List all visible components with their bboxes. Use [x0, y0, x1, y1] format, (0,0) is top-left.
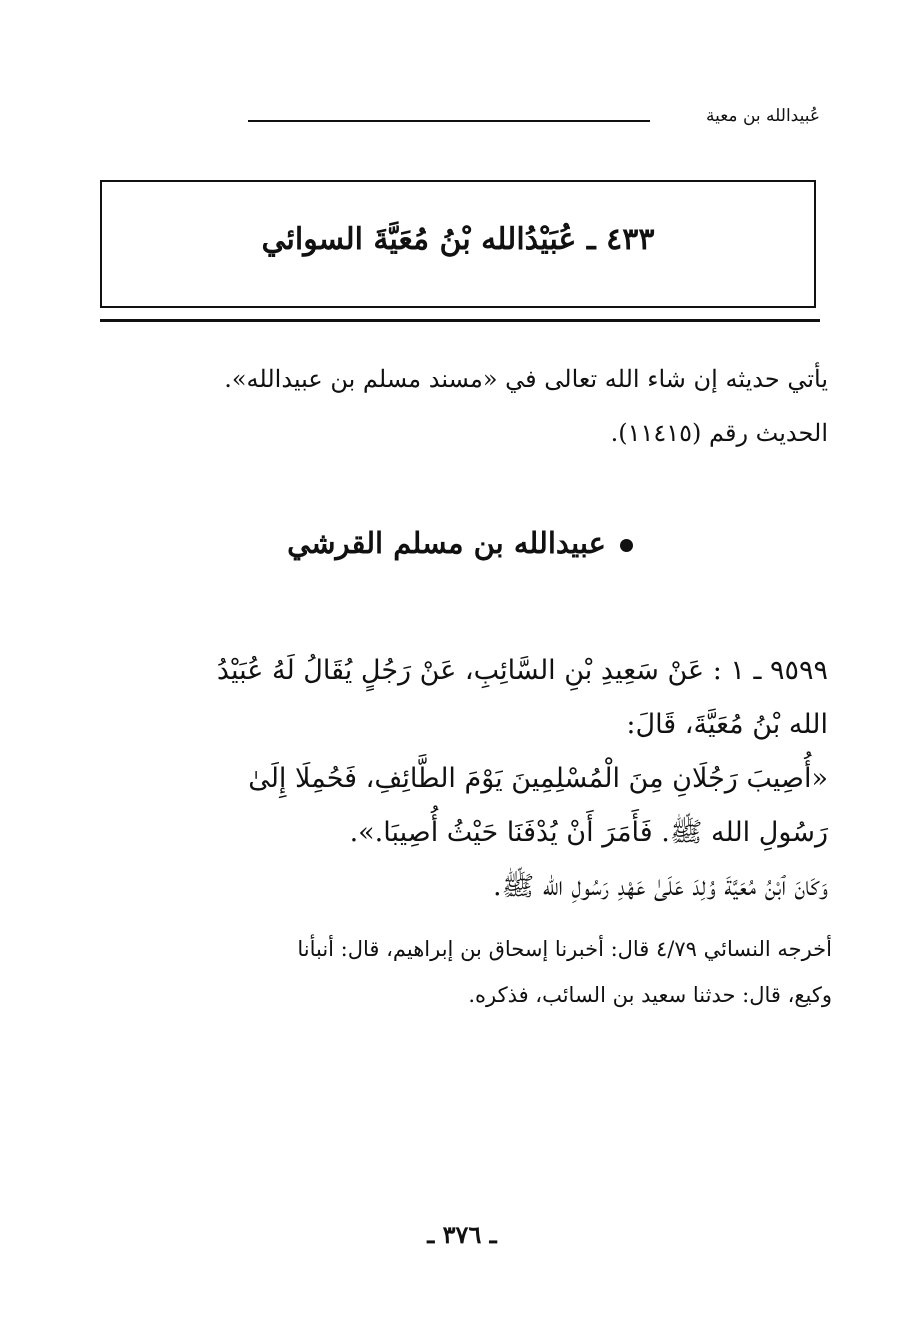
hadith-text	[110, 644, 828, 914]
takhrij-note	[110, 926, 832, 1018]
takhrij-line: وكيع، قال: حدثنا سعيد بن السائب، فذكره.	[468, 983, 832, 1007]
hadith-line: «أُصِيبَ رَجُلَانِ مِنَ الْمُسْلِمِينَ يَوْمَ الطَّائِفِ، فَحُمِلَا إِلَىٰ	[248, 763, 828, 794]
hadith-line: رَسُولِ الله ﷺ. فَأَمَرَ أَنْ يُدْفَنَا حَيْثُ أُصِيبَا.».	[349, 817, 828, 848]
hadith-line: ٩٥٩٩ ـ ١ : عَنْ سَعِيدِ بْنِ السَّائِبِ، عَنْ رَجُلٍ يُقَالُ لَهُ عُبَيْدُ	[216, 655, 828, 686]
entry-title: ٤٣٣ ـ عُبَيْدُالله بْنُ مُعَيَّةَ السوائي	[261, 222, 655, 257]
bullet-icon	[620, 539, 633, 552]
entry-title-box	[100, 180, 816, 308]
cross-reference-note	[110, 352, 828, 460]
hadith-line: الله بْنُ مُعَيَّةَ، قَالَ:	[626, 709, 828, 740]
title-divider-rule	[100, 319, 820, 322]
header-rule	[248, 120, 650, 122]
page-number: ـ ٣٧٦ ـ	[427, 1220, 497, 1249]
section-heading	[100, 526, 820, 560]
hadith-line: وَكَانَ ٱبْنُ مُعَيَّةَ وُلِدَ عَلَىٰ عَهْدِ رَسُولِ الله ﷺ.	[492, 871, 828, 902]
running-header	[100, 98, 820, 148]
note-line: الحديث رقم (١١٤١٥).	[610, 419, 828, 447]
section-heading-text: عبيدالله بن مسلم القرشي	[287, 526, 606, 560]
takhrij-line: أخرجه النسائي ٤/٧٩ قال: أخبرنا إسحاق بن إبراهيم، قال: أنبأنا	[297, 937, 832, 961]
running-header-title: عُبيدالله بن معية	[705, 106, 820, 126]
note-line: يأتي حديثه إن شاء الله تعالى في «مسند مسلم بن عبيدالله».	[224, 365, 828, 393]
